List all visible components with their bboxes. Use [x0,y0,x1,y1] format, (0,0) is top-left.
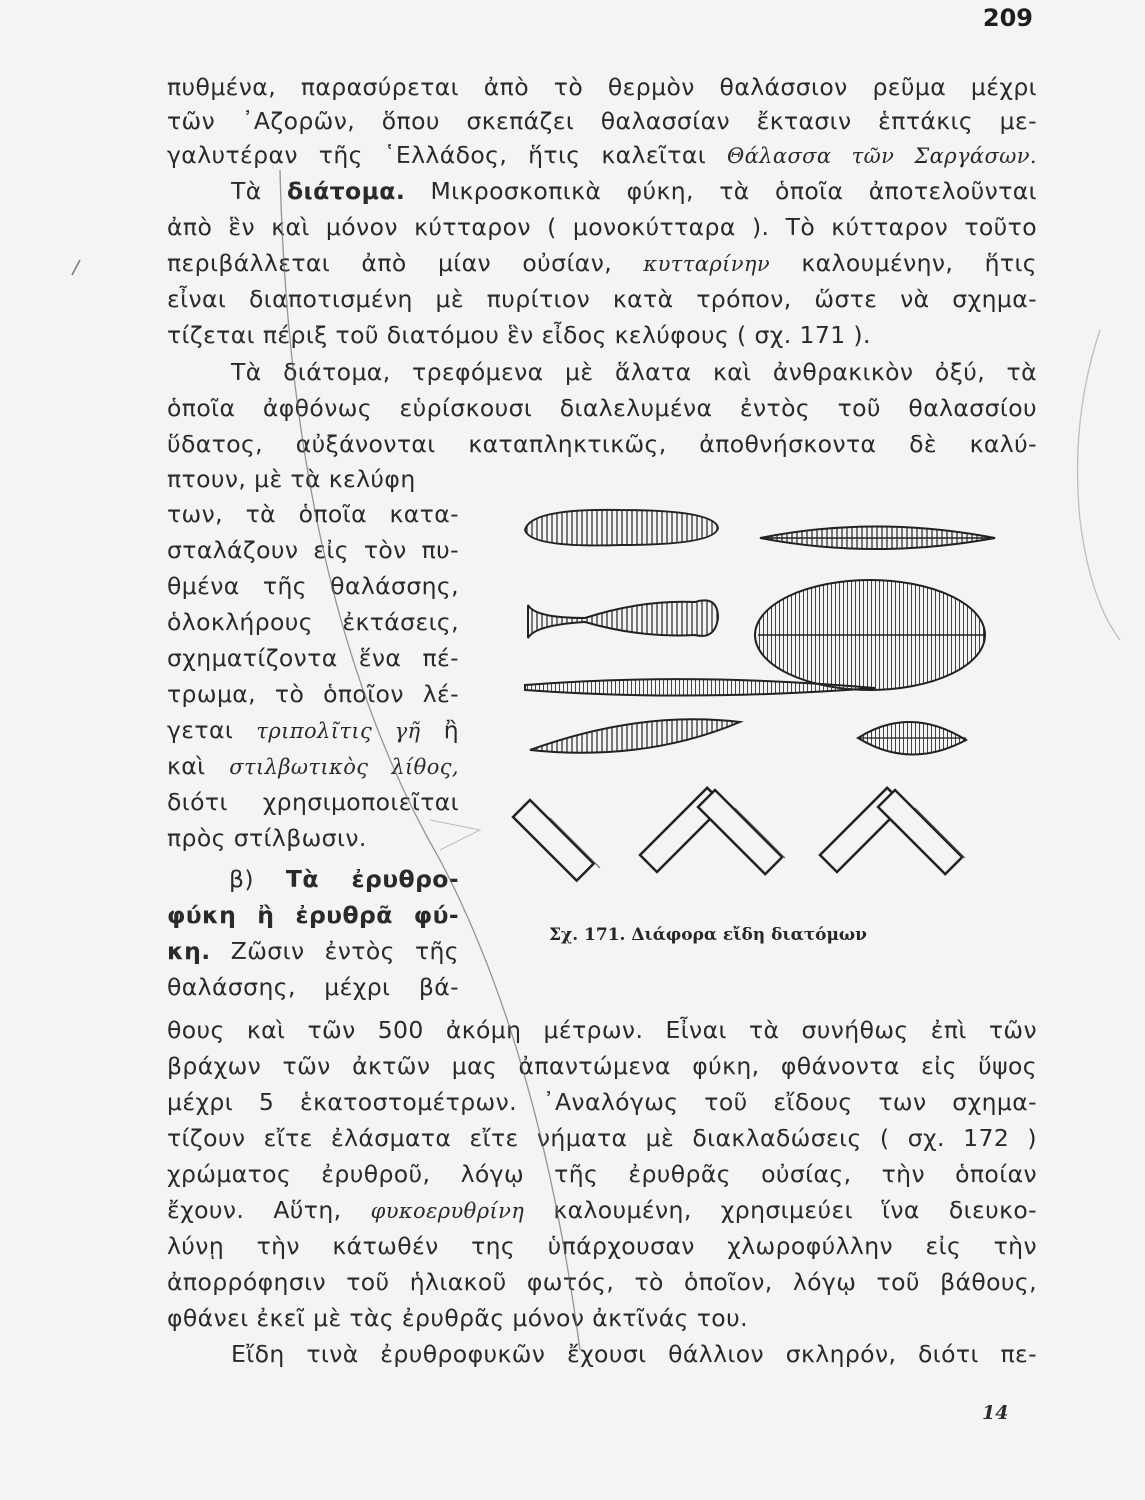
text-line: ὕδατος, αὐξάνονται καταπληκτικῶς, ἀποθνήσκοντα δὲ καλύ- [167,430,1037,458]
text-line: χρώματος ἐρυθροῦ, λόγῳ τῆς ἐρυθρᾶς οὐσίας, τὴν ὁποίαν [167,1160,1037,1188]
text-run: Τὰ [231,177,287,205]
text-line: πρὸς στίλβωσιν. [167,824,367,852]
section-heading: Τὰ ἐρυθρο- [285,865,459,893]
italic-term: Θάλασσα τῶν Σαργάσων. [726,144,1037,168]
section-heading: κη. [167,937,211,965]
italic-term: φυκοερυθρίνη [370,1199,525,1223]
text-run: Ζῶσιν ἐντὸς τῆς [210,937,459,965]
italic-term: τριπολῖτις γῆ [256,719,421,743]
text-line: θους καὶ τῶν 500 ἀκόμη μέτρων. Εἶναι τὰ συνήθως ἐπὶ τῶν [167,1016,1037,1044]
text-line: ὁποῖα ἀφθόνως εὑρίσκουσι διαλελυμένα ἐντὸς τοῦ θαλασσίου [167,394,1037,422]
section-heading: φύκη ἢ ἐρυθρᾶ φύ- [167,901,459,929]
text-run: γεται [167,716,257,744]
text-line: θμένα τῆς θαλάσσης, [167,572,459,600]
text-run: καλουμένην, ἥτις [770,249,1037,277]
text-line: τρωμα, τὸ ὁποῖον λέ- [167,680,459,708]
figure-caption: Σχ. 171. Διάφορα εἴδη διατόμων [549,925,867,945]
text-run: ἔχουν. Αὕτη, [167,1196,371,1224]
text-line: εἶναι διαποτισμένη μὲ πυρίτιον κατὰ τρόπον, ὥστε νὰ σχημα- [167,285,1037,313]
text-run: περιβάλλεται ἀπὸ μίαν οὐσίαν, [167,249,644,277]
italic-term: κυτταρίνην [643,252,771,276]
text-line: διότι χρησιμοποιεῖται [167,788,459,816]
text-run: Μικροσκοπικὰ φύκη, τὰ ὁποῖα ἀποτελοῦνται [405,177,1038,205]
text-line: τίζεται πέριξ τοῦ διατόμου ἓν εἶδος κελύφους ( σχ. 171 ). [167,321,871,349]
section-heading: διάτομα. [287,177,406,205]
text-line: τίζουν εἴτε ἐλάσματα εἴτε νήματα μὲ διακλαδώσεις ( σχ. 172 ) [167,1124,1037,1152]
text-line: φθάνει ἐκεῖ μὲ τὰς ἐρυθρᾶς μόνον ἀκτῖνάς του. [167,1304,748,1332]
text-line: βράχων τῶν ἀκτῶν μας ἀπαντώμενα φύκη, φθάνοντα εἰς ὕψος [167,1052,1037,1080]
text-line: μέχρι 5 ἑκατοστομέτρων. ᾿Αναλόγως τοῦ εἴδους των σχημα- [167,1088,1037,1116]
text-line: Τὰ διάτομα, τρεφόμενα μὲ ἅλατα καὶ ἀνθρακικὸν ὀξύ, τὰ [231,358,1037,386]
text-line: ἀπορρόφησιν τοῦ ἡλιακοῦ φωτός, τὸ ὁποῖον, λόγῳ τοῦ βάθους, [167,1268,1037,1296]
text-line: σχηματίζοντα ἕνα πέ- [167,644,459,672]
text-run: καὶ [167,752,230,780]
text-line: τῶν ᾿Αζορῶν, ὅπου σκεπάζει θαλασσίαν ἔκτασιν ἑπτάκις με- [167,107,1037,135]
text-line: θαλάσσης, μέχρι βά- [167,973,459,1001]
text-line: Εἴδη τινὰ ἐρυθροφυκῶν ἔχουσι θάλλιον σκληρόν, διότι πε- [231,1340,1037,1368]
text-line: των, τὰ ὁποῖα κατα- [167,500,459,528]
handwritten-page-mark: 14 [982,1402,1009,1424]
text-line: ἀπὸ ἓν καὶ μόνον κύτταρον ( μονοκύτταρα ). Τὸ κύτταρον τοῦτο [167,213,1037,241]
text-line: λύνῃ τὴν κάτωθέν της ὑπάρχουσαν χλωροφύλλην εἰς τὴν [167,1232,1037,1260]
text-run: γαλυτέραν τῆς ῾Ελλάδος, ἥτις καλεῖται [167,141,727,169]
text-run: β) [229,865,286,893]
text-line: πτουν, μὲ τὰ κελύφη [167,465,416,493]
text-run: καλουμένη, χρησιμεύει ἵνα διευκο- [524,1196,1037,1224]
text-line: πυθμένα, παρασύρεται ἀπὸ τὸ θερμὸν θαλάσσιον ρεῦμα μέχρι [167,73,1037,101]
page-number: 209 [982,4,1033,32]
text-line: ὁλοκλήρους ἐκτάσεις, [167,608,459,636]
italic-term: στιλβωτικὸς λίθος, [229,755,459,779]
text-line: σταλάζουν εἰς τὸν πυ- [167,536,459,564]
text-run: ἢ [420,716,459,744]
